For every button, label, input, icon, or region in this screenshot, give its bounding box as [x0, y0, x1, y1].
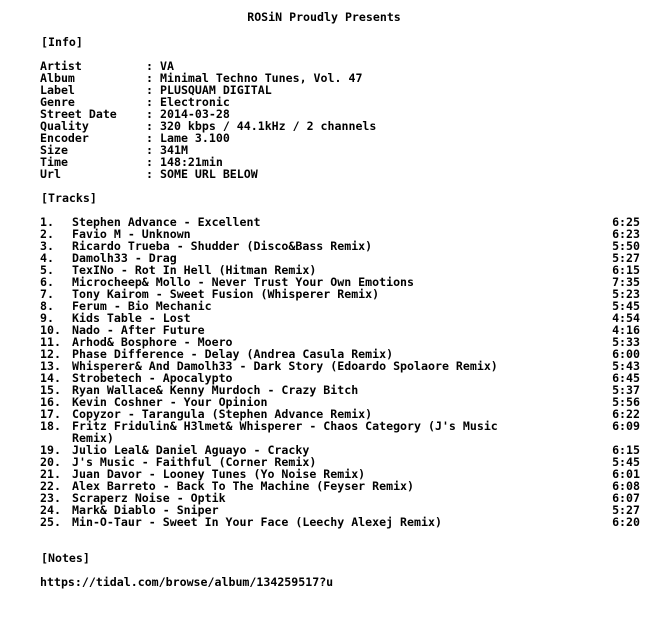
info-separator: :: [146, 59, 153, 73]
info-separator: :: [146, 71, 153, 85]
info-separator: :: [146, 119, 153, 133]
track-title: Min-O-Taur - Sweet In Your Face (Leechy Alexej Remix): [72, 515, 442, 529]
track-duration: 6:09: [612, 419, 640, 433]
track-duration: 5:45: [612, 455, 640, 469]
track-title: Nado - After Future: [72, 323, 205, 337]
track-title: Mark& Diablo - Sniper: [72, 503, 219, 517]
track-number: 5.: [40, 263, 54, 277]
info-value: 341M: [160, 143, 188, 157]
info-value: 148:21min: [160, 155, 223, 169]
track-title: Arhod& Bosphore - Moero: [72, 335, 233, 349]
track-duration: 6:22: [612, 407, 640, 421]
notes-section-label: [Notes]: [41, 551, 90, 565]
track-duration: 5:43: [612, 359, 640, 373]
track-number: 16.: [40, 395, 61, 409]
track-title: Fritz Fridulin& H3lmet& Whisperer - Chaos Category (J's Music Remix): [72, 419, 498, 445]
track-number: 4.: [40, 251, 54, 265]
track-title: Microcheep& Mollo - Never Trust Your Own Emotions: [72, 275, 415, 289]
track-number: 23.: [40, 491, 61, 505]
track-number: 1.: [40, 215, 54, 229]
track-duration: 6:23: [612, 227, 640, 241]
track-duration: 6:20: [612, 515, 640, 529]
info-separator: :: [146, 131, 153, 145]
info-value: Electronic: [160, 95, 230, 109]
track-title: Ryan Wallace& Kenny Murdoch - Crazy Bitch: [72, 383, 359, 397]
track-number: 19.: [40, 443, 61, 457]
info-section-label: [Info]: [41, 35, 83, 49]
info-separator: :: [146, 143, 153, 157]
track-row: [40, 516, 640, 528]
info-key: Street Date: [40, 107, 117, 121]
track-title: Juan Davor - Looney Tunes (Yo Noise Remix): [72, 467, 366, 481]
track-duration: 4:54: [612, 311, 640, 325]
track-duration: 5:23: [612, 287, 640, 301]
track-duration: 6:07: [612, 491, 640, 505]
track-title: Strobetech - Apocalypto: [72, 371, 233, 385]
track-duration: 5:56: [612, 395, 640, 409]
track-duration: 6:45: [612, 371, 640, 385]
track-number: 20.: [40, 455, 61, 469]
info-key: Genre: [40, 95, 75, 109]
info-key: Url: [40, 167, 61, 181]
info-separator: :: [146, 107, 153, 121]
track-number: 13.: [40, 359, 61, 373]
track-title: Ferum - Bio Mechanic: [72, 299, 212, 313]
info-value: 2014-03-28: [160, 107, 230, 121]
track-number: 15.: [40, 383, 61, 397]
info-separator: :: [146, 95, 153, 109]
track-title: Tony Kairom - Sweet Fusion (Whisperer Remix): [72, 287, 380, 301]
track-number: 3.: [40, 239, 54, 253]
info-separator: :: [146, 83, 153, 97]
track-title: Scraperz Noise - Optik: [72, 491, 226, 505]
info-value: 320 kbps / 44.1kHz / 2 channels: [160, 119, 377, 133]
info-key: Quality: [40, 119, 89, 133]
track-duration: 6:08: [612, 479, 640, 493]
track-title: Whisperer& And Damolh33 - Dark Story (Edoardo Spolaore Remix): [72, 359, 498, 373]
track-number: 21.: [40, 467, 61, 481]
track-number: 6.: [40, 275, 54, 289]
track-duration: 5:50: [612, 239, 640, 253]
track-number: 10.: [40, 323, 61, 337]
track-title: Ricardo Trueba - Shudder (Disco&Bass Remix): [72, 239, 373, 253]
track-title: Kevin Coshner - Your Opinion: [72, 395, 268, 409]
tracks-section-label: [Tracks]: [41, 191, 97, 205]
track-duration: 5:33: [612, 335, 640, 349]
track-title: Julio Leal& Daniel Aguayo - Cracky: [72, 443, 310, 457]
track-title: Alex Barreto - Back To The Machine (Feyser Remix): [72, 479, 415, 493]
track-row: [40, 420, 640, 444]
track-title: Copyzor - Tarangula (Stephen Advance Remix): [72, 407, 373, 421]
info-value: Minimal Techno Tunes, Vol. 47: [160, 71, 363, 85]
notes-url-link[interactable]: https://tidal.com/browse/album/134259517?u: [40, 575, 334, 589]
track-number: 11.: [40, 335, 61, 349]
info-separator: :: [146, 155, 153, 169]
track-duration: 6:25: [612, 215, 640, 229]
track-duration: 5:27: [612, 503, 640, 517]
info-value: SOME URL BELOW: [160, 167, 258, 181]
track-title: Damolh33 - Drag: [72, 251, 177, 265]
info-key: Artist: [40, 59, 82, 73]
track-duration: 5:37: [612, 383, 640, 397]
track-duration: 7:35: [612, 275, 640, 289]
info-value: VA: [160, 59, 174, 73]
track-number: 14.: [40, 371, 61, 385]
info-key: Album: [40, 71, 75, 85]
info-separator: :: [146, 167, 153, 181]
track-duration: 4:16: [612, 323, 640, 337]
page-title: ROSiN Proudly Presents: [247, 10, 401, 24]
track-title: TexINo - Rot In Hell (Hitman Remix): [72, 263, 317, 277]
track-title: Stephen Advance - Excellent: [72, 215, 261, 229]
info-key: Time: [40, 155, 68, 169]
track-number: 7.: [40, 287, 54, 301]
track-duration: 5:45: [612, 299, 640, 313]
track-duration: 6:15: [612, 263, 640, 277]
track-title: Favio M - Unknown: [72, 227, 191, 241]
track-title: Kids Table - Lost: [72, 311, 191, 325]
track-title: Phase Difference - Delay (Andrea Casula Remix): [72, 347, 394, 361]
track-duration: 6:00: [612, 347, 640, 361]
track-number: 24.: [40, 503, 61, 517]
info-key: Encoder: [40, 131, 89, 145]
info-value: PLUSQUAM DIGITAL: [160, 83, 272, 97]
track-number: 8.: [40, 299, 54, 313]
info-value: Lame 3.100: [160, 131, 230, 145]
track-number: 17.: [40, 407, 61, 421]
track-number: 9.: [40, 311, 54, 325]
info-key: Size: [40, 143, 68, 157]
track-number: 12.: [40, 347, 61, 361]
track-duration: 6:01: [612, 467, 640, 481]
track-title: J's Music - Faithful (Corner Remix): [72, 455, 317, 469]
track-duration: 6:15: [612, 443, 640, 457]
track-number: 25.: [40, 515, 61, 529]
info-key: Label: [40, 83, 75, 97]
track-number: 18.: [40, 419, 61, 433]
track-duration: 5:27: [612, 251, 640, 265]
track-number: 2.: [40, 227, 54, 241]
track-number: 22.: [40, 479, 61, 493]
